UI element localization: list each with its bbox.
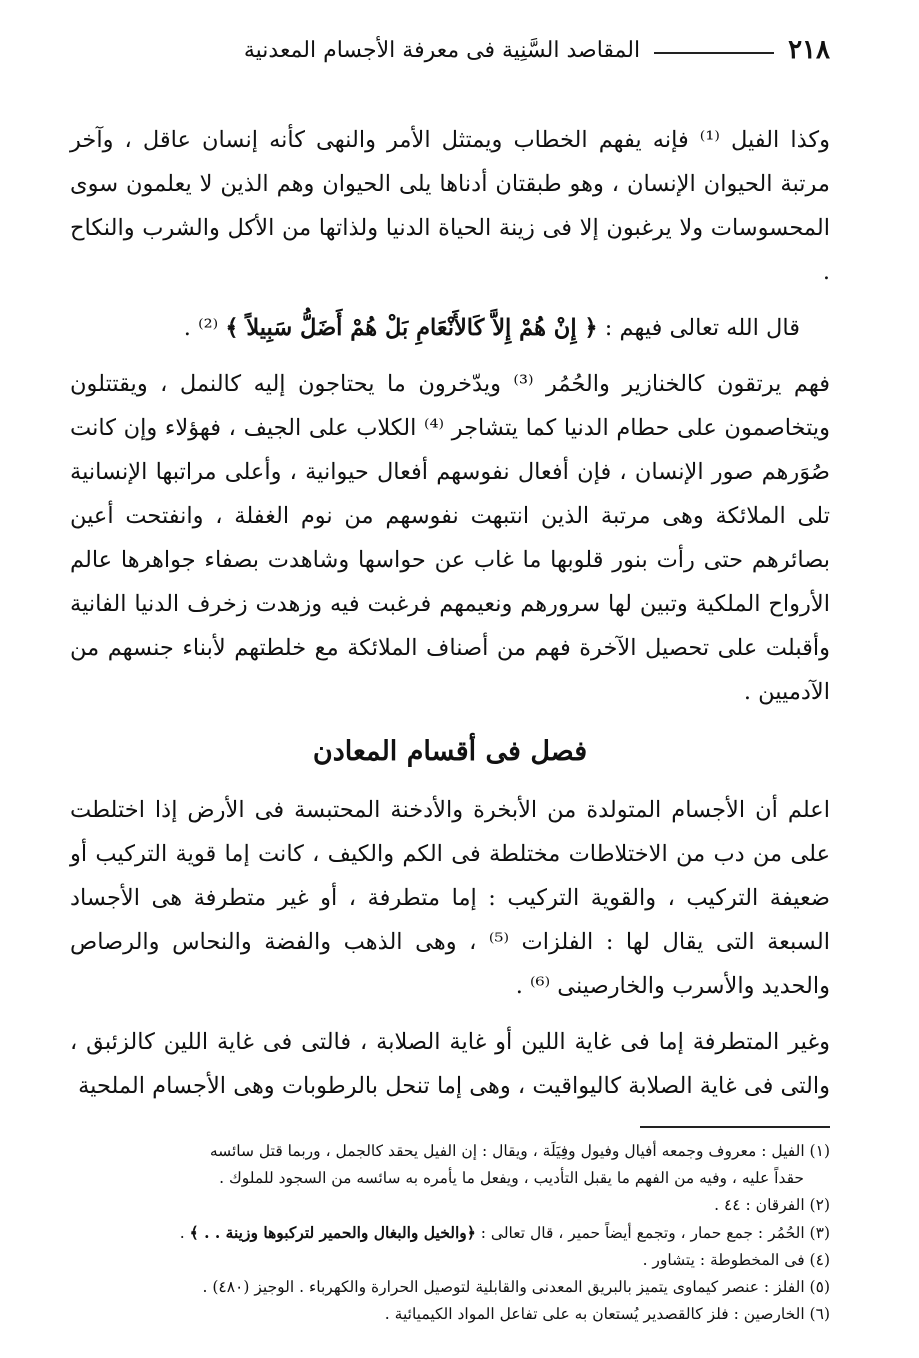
book-page (70, 30, 830, 1328)
footnote-3-end: . (179, 1224, 185, 1242)
footnotes (70, 1138, 830, 1328)
page-header (70, 30, 830, 70)
paragraph-1: وكذا الفيل ⁽¹⁾ فإنه يفهم الخطاب ويمتثل الأمر والنهى كأنه إنسان عاقل ، وآخر مرتبة الحيوان الإنسان ، وهو طبقتان أدناها يلى الحيوان وهم الذين لا يعلمون سوى المحسوسات ولا يرغبون إلا فى زينة الحياة الدنيا ولذاتها من الأكل والشرب والنكاح . (70, 127, 830, 285)
paragraph-4: وغير المتطرفة إما فى غاية اللين أو غاية الصلابة ، فالتى فى غاية اللين كالزئبق ، والتى فى غاية الصلابة كاليواقيت ، وهى إما تنحل بالرطوبات وهى الأجسام الملحية (70, 1029, 830, 1099)
quote-footnote-ref: ⁽²⁾ . (183, 315, 219, 341)
main-text (70, 118, 830, 1108)
page-number: ٢١٨ (788, 35, 830, 65)
footnote-1-line-2: حقداً عليه ، وفيه من الفهم ما يقبل التأديب ، ويفعل ما يأمره به سائسه من السجود للملوك . (219, 1169, 804, 1187)
section-title: فصل فى أقسام المعادن (312, 736, 588, 767)
footnote-5: (٥) الفلز : عنصر كيماوى يتميز بالبريق المعدنى والقابلية لتوصيل الحرارة والكهرباء . الوجيز (٤٨٠) . (202, 1278, 830, 1296)
footnote-3 (70, 1219, 830, 1247)
quote-verse: ﴿ إِنْ هُمْ إِلاَّ كَالأَنْعَامِ بَلْ هُمْ أَضَلُّ سَبِيلاً ﴾ (225, 315, 598, 341)
footnote-1 (70, 1138, 830, 1192)
quran-quote (70, 306, 830, 350)
footnote-2: (٢) الفرقان : ٤٤ . (714, 1196, 830, 1214)
footnote-4: (٤) فى المخطوطة : يتشاور . (642, 1251, 830, 1269)
header-rule (654, 52, 774, 54)
footnote-3-text: (٣) الحُمُر : جمع حمار ، وتجمع أيضاً حمير ، قال تعالى : (480, 1224, 830, 1242)
footnote-3-quote: ﴿والخيل والبغال والحمير لتركبوها وزينة . . ﴾ (189, 1223, 476, 1242)
quote-intro: قال الله تعالى فيهم : (604, 315, 800, 341)
footnote-6: (٦) الخارصين : فلز كالقصدير يُستعان به على تفاعل المواد الكيميائية . (384, 1305, 830, 1323)
footnote-1-line-1: (١) الفيل : معروف وجمعه أفيال وفيول وفِيَلَة ، ويقال : إن الفيل يحقد كالجمل ، وربما قتل سائسه (209, 1142, 830, 1160)
footnote-rule (640, 1126, 830, 1128)
paragraph-3: اعلم أن الأجسام المتولدة من الأبخرة والأدخنة المحتبسة فى الأرض إذا اختلطت على من دب من الاختلاطات مختلطة فى الكم والكيف ، كانت إما قوية التركيب أو ضعيفة التركيب ، والقوية التركيب : إما متطرفة ، أو غير متطرفة هى الأجساد السبعة التى يقال لها : الفلزات ⁽⁵⁾ ، وهى الذهب والفضة والنحاس والرصاص والحديد والأسرب والخارصينى ⁽⁶⁾ . (70, 797, 830, 999)
running-title: المقاصد السَّنِية فى معرفة الأجسام المعدنية (243, 37, 641, 63)
paragraph-2: فهم يرتقون كالخنازير والحُمُر ⁽³⁾ ويدّخرون ما يحتاجون إليه كالنمل ، ويقتتلون ويتخاصمون على حطام الدنيا كما يتشاجر ⁽⁴⁾ الكلاب على الجيف ، فهؤلاء وإن كانت صُوَرهم صور الإنسان ، فإن أفعال نفوسهم أفعال حيوانية ، وأعلى مراتبها الإنسانية تلى الملائكة وهى مرتبة الذين انتبهت نفوسهم من نوم الغفلة ، وانفتحت أعين بصائرهم حتى رأت بنور قلوبها ما غاب عن حواسها وشاهدت بصفاء جواهرها عالم الأرواح الملكية وتبين لها سرورهم ونعيمهم فرغبت فيه وزهدت زخرف الدنيا الفانية وأقبلت على تحصيل الآخرة فهم من أصناف الملائكة مع خلطتهم لأبناء جنسهم من الآدميين . (70, 371, 830, 705)
